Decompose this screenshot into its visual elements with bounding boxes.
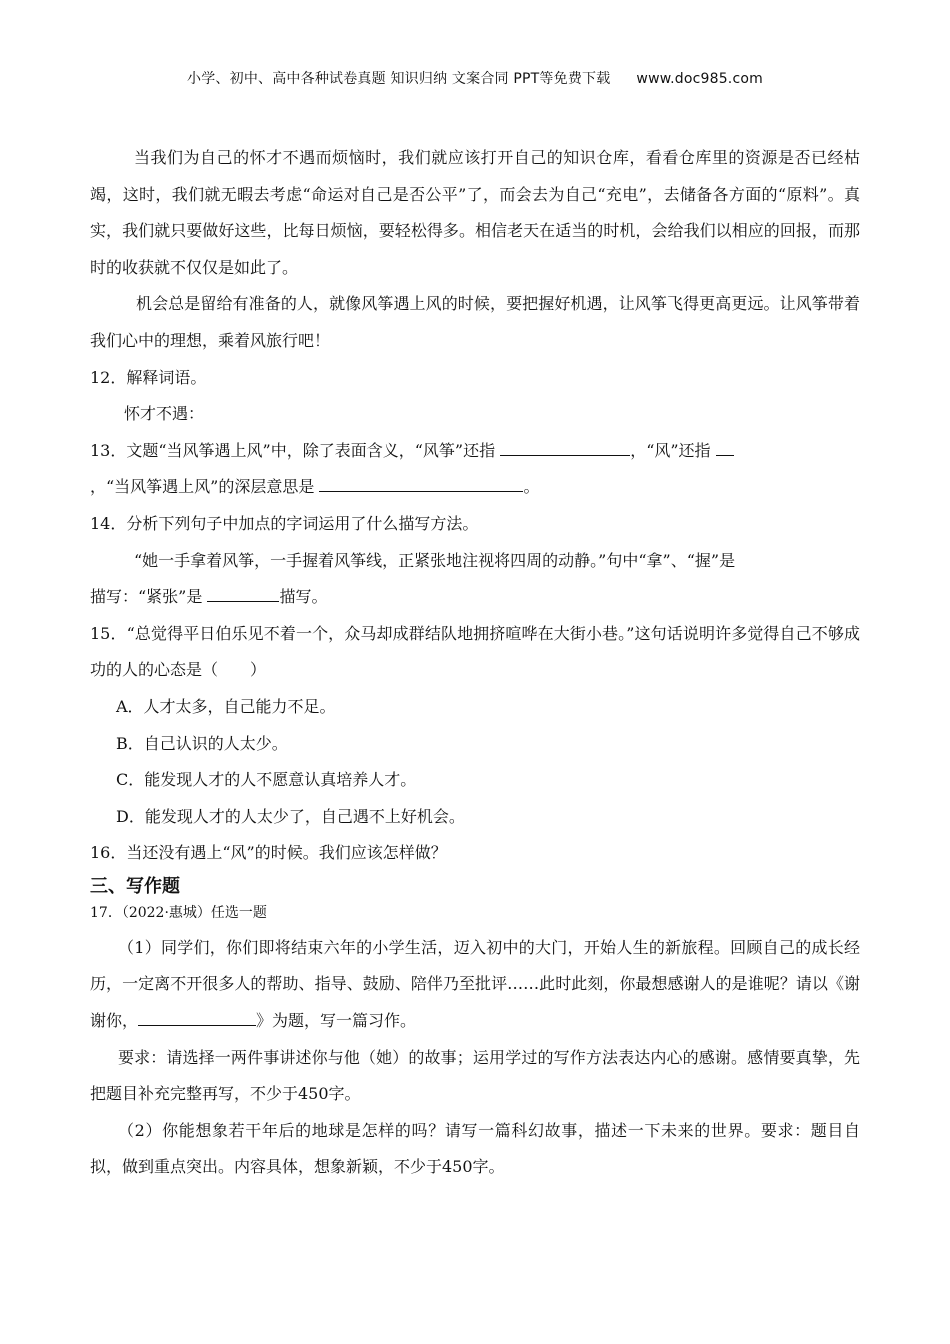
section-title-writing: 三、写作题 [90, 875, 180, 897]
question-14-line2b: 描写。 [279, 587, 328, 607]
answer-blank-jinzhang[interactable] [207, 600, 279, 602]
answer-blank-meaning[interactable] [319, 490, 523, 492]
question-12-title: 12．解释词语。 [90, 367, 207, 387]
option-a[interactable]: A．人才太多，自己能力不足。 [116, 696, 336, 716]
writing-option-1-text-a: （1）同学们，你们即将结束六年的小学生活，迈入初中的大门，开始人生的新旅程。回顾自己的成长经历，一定离不开很多人的帮助、指导、鼓励、陪伴乃至批评……此时此刻，你最想感谢人的是谁呢？请以《谢谢你， [90, 937, 860, 1031]
question-14-title: 14．分析下列句子中加点的字词运用了什么描写方法。 [90, 513, 479, 533]
writing-requirements-1: 要求：请选择一两件事讲述你与他（她）的故事；运用学过的写作方法表达内心的感谢。感情要真挚，先把题目补充完整再写，不少于450字。 [90, 1047, 860, 1104]
question-14-body [90, 543, 860, 616]
page-header [0, 68, 950, 88]
question-15-title: 15．“总觉得平日伯乐见不着一个，众马却成群结队地拥挤喧哗在大街小巷。”这句话说明许多觉得自己不够成功的人的心态是（ ） [90, 623, 860, 680]
answer-blank-kite[interactable] [500, 454, 630, 456]
question-13-part4: 。 [523, 477, 540, 497]
passage-paragraph-2: 机会总是留给有准备的人，就像风筝遇上风的时候，要把握好机遇，让风筝飞得更高更远。让风筝带着我们心中的理想，乘着风旅行吧！ [90, 294, 860, 350]
question-13-part1: 13．文题“当风筝遇上风”中，除了表面含义，“风筝”还指 [90, 440, 496, 460]
question-12-item: 怀才不遇： [124, 404, 205, 424]
question-17-title: 17．（2022·惠城）任选一题 [90, 904, 267, 921]
answer-blank-wind[interactable] [716, 454, 734, 456]
writing-option-1-text-b: 》为题，写一篇习作。 [256, 1011, 417, 1031]
question-14-line1: “她一手拿着风筝，一手握着风筝线，正紧张地注视将四周的动静。”句中“拿”、“握”是 [134, 550, 736, 570]
question-16-title: 16．当还没有遇上“风”的时候。我们应该怎样做？ [90, 843, 447, 863]
document-body [90, 140, 860, 1186]
answer-blank-title[interactable] [138, 1024, 256, 1026]
question-13-part3: ，“当风筝遇上风”的深层意思是 [90, 477, 315, 497]
writing-option-1 [90, 930, 860, 1040]
option-b[interactable]: B．自己认识的人太少。 [116, 733, 288, 753]
writing-option-2: （2）你能想象若干年后的地球是怎样的吗？请写一篇科幻故事，描述一下未来的世界。要求：题目自拟，做到重点突出。内容具体，想象新颖，不少于450字。 [90, 1120, 860, 1177]
header-text: 小学、初中、高中各种试卷真题 知识归纳 文案合同 PPT等免费下载 [187, 71, 611, 87]
header-url[interactable]: www.doc985.com [636, 71, 763, 87]
passage-paragraph-1: 当我们为自己的怀才不遇而烦恼时，我们就应该打开自己的知识仓库，看看仓库里的资源是否已经枯竭，这时，我们就无暇去考虑“命运对自己是否公平”了，而会去为自己“充电”，去储备各方面的“原料”。真实，我们就只要做好这些，比每日烦恼，要轻松得多。相信老天在适当的时机，会给我们以相应的回报，而那时的收获就不仅仅是如此了。 [90, 148, 860, 277]
question-14-line2a: 描写：“紧张”是 [90, 587, 203, 607]
question-13-part2: ，“风”还指 [630, 440, 711, 460]
option-d[interactable]: D．能发现人才的人太少了，自己遇不上好机会。 [116, 806, 465, 826]
option-c[interactable]: C．能发现人才的人不愿意认真培养人才。 [116, 770, 417, 790]
question-13 [90, 433, 860, 506]
